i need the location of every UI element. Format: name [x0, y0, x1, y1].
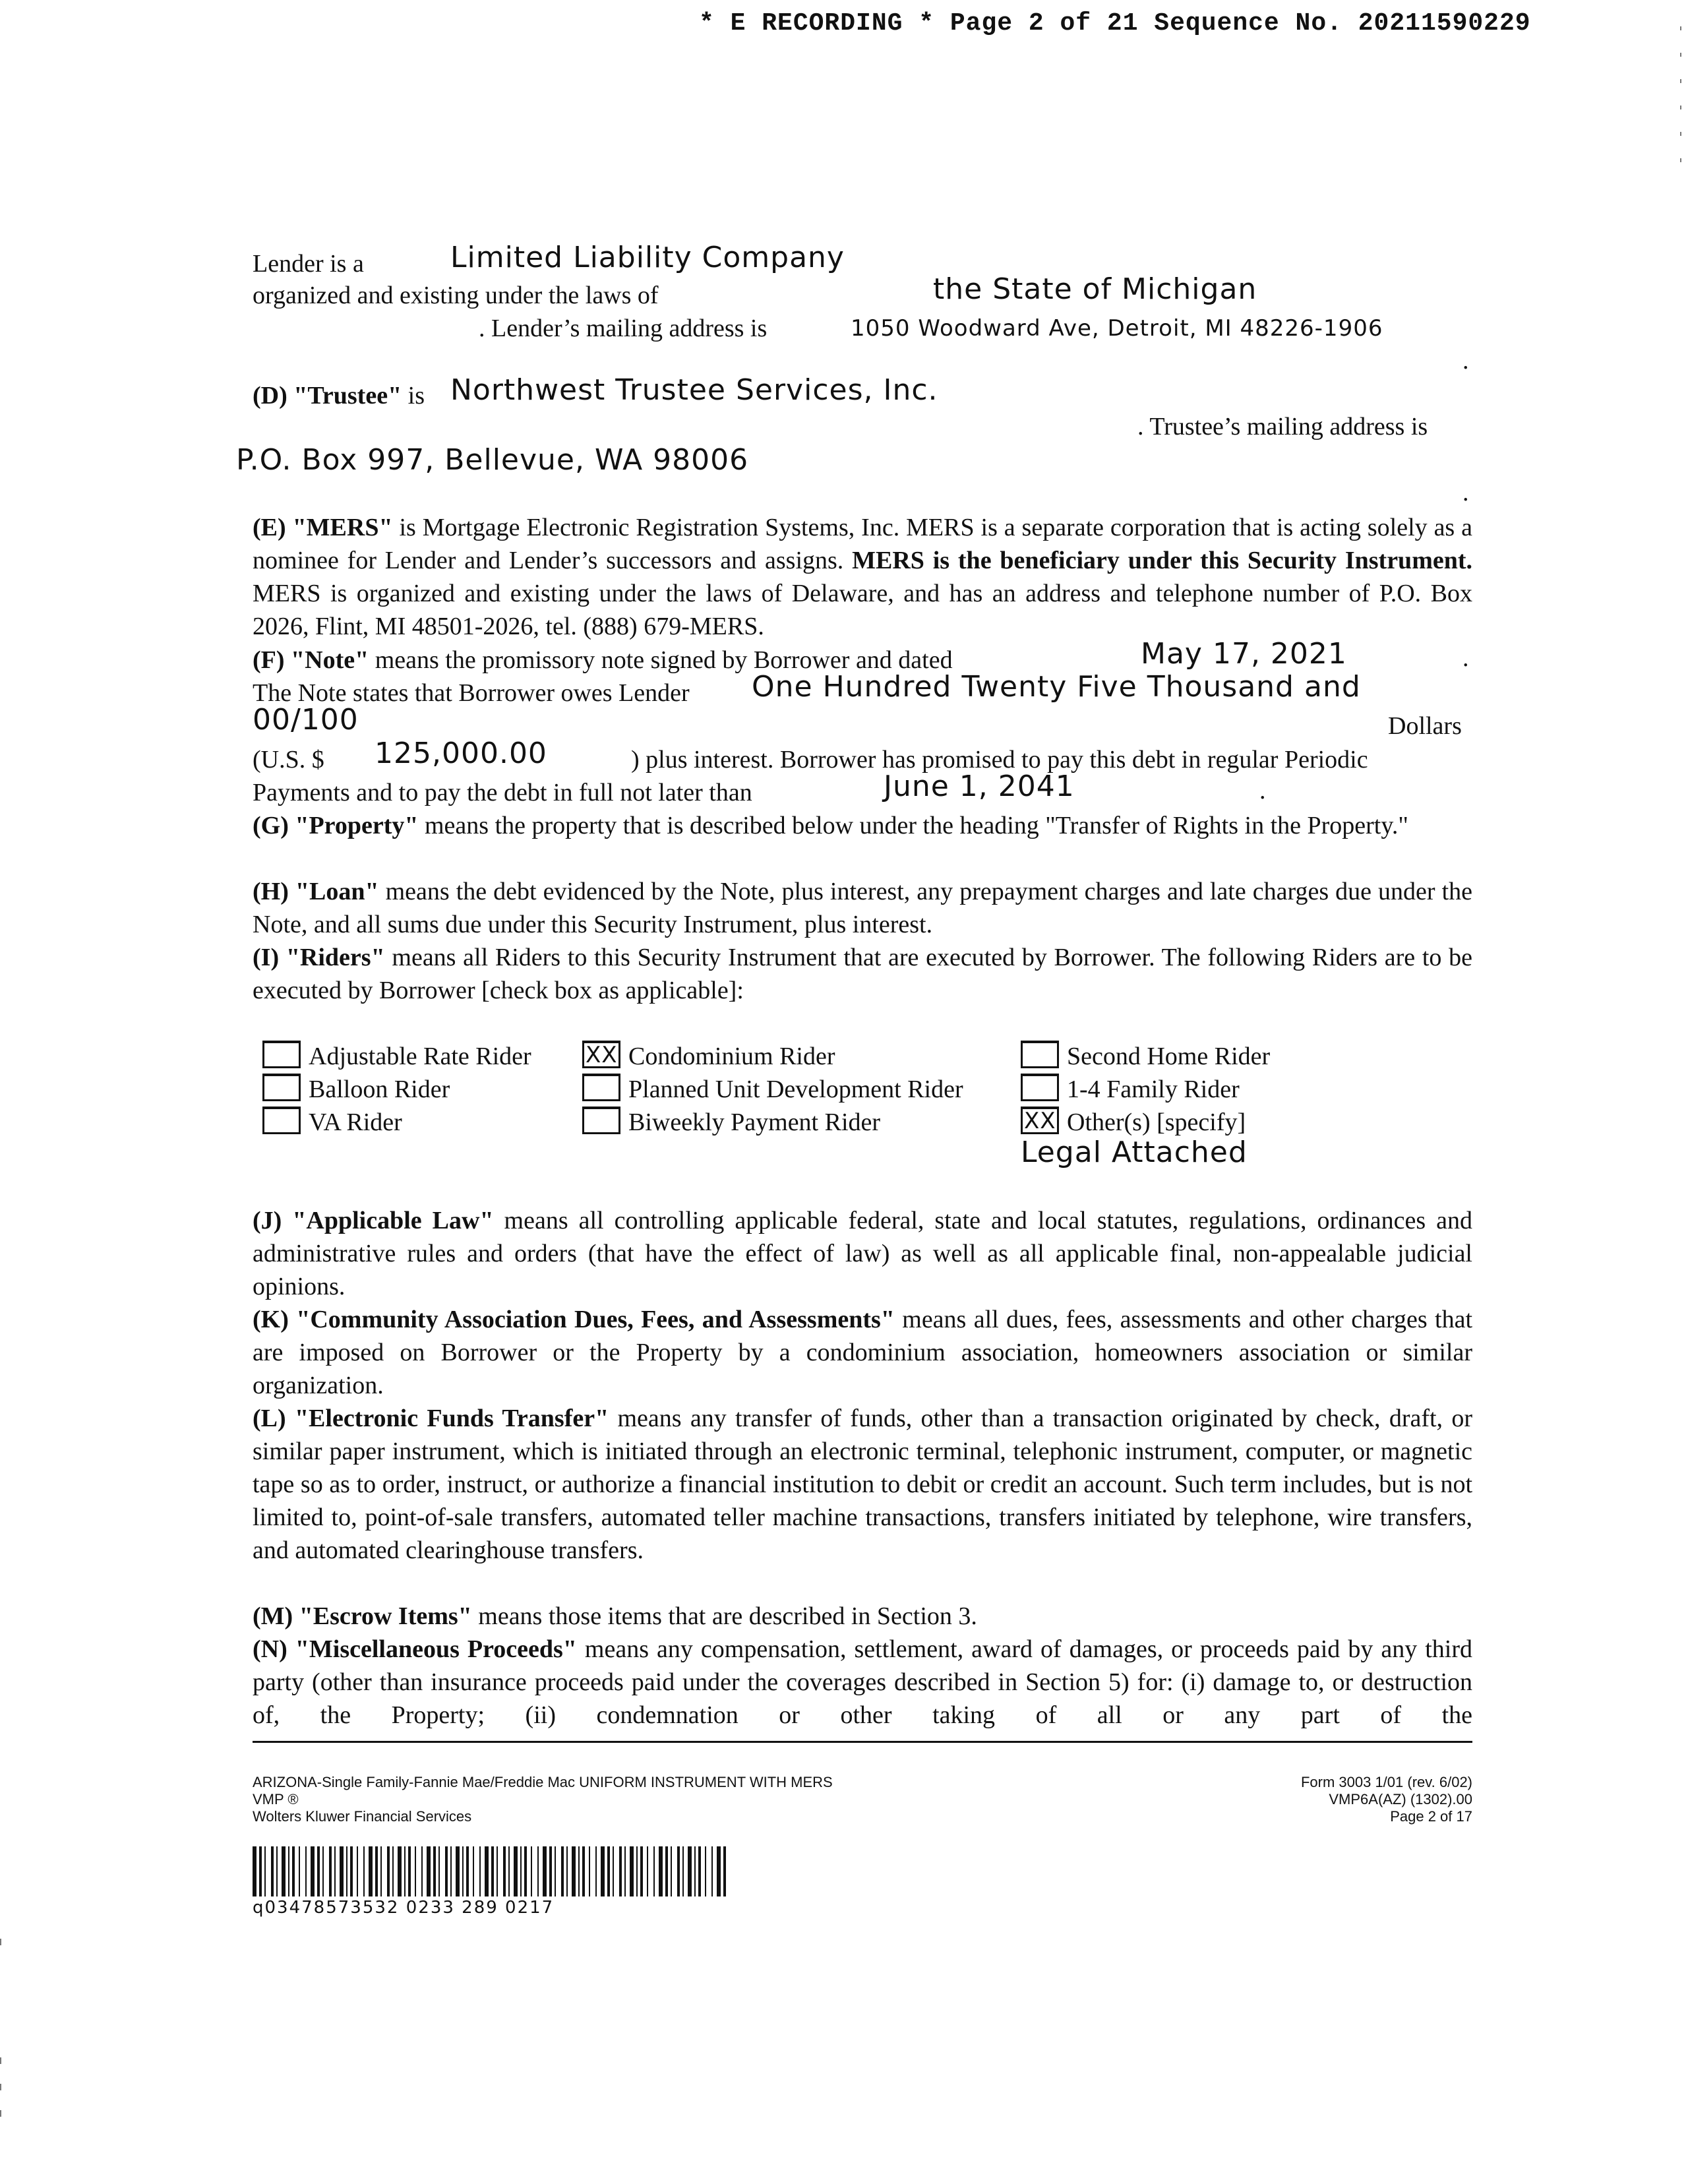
applicable-law-text: means all controlling applicable federal, state and local statutes, regulations, ordinances and administrative rules and orders (that have the effect of law) as well as all applicable final, non-appealable judicial opinions.	[253, 1207, 1473, 1300]
rider-checkbox[interactable]: XX	[582, 1041, 620, 1068]
rider-checkbox[interactable]	[582, 1107, 620, 1134]
rider-label: Adjustable Rate Rider	[309, 1043, 531, 1070]
barcode-bar	[630, 1846, 634, 1896]
escrow-term: "Escrow Items"	[299, 1602, 472, 1630]
footer-publisher: Wolters Kluwer Financial Services	[253, 1808, 472, 1825]
rider-other-specify: Legal Attached	[1021, 1136, 1248, 1169]
barcode-bar	[601, 1846, 605, 1896]
barcode-bar	[322, 1846, 324, 1896]
barcode-bar	[292, 1846, 295, 1896]
barcode-bar	[427, 1846, 431, 1896]
footer-left	[253, 1774, 833, 1825]
barcode-bar	[311, 1846, 315, 1896]
loan-letter: (H)	[253, 878, 289, 905]
lender-laws-label: organized and existing under the laws of	[253, 282, 659, 309]
rider-label: Balloon Rider	[309, 1076, 450, 1103]
barcode-bar	[363, 1846, 365, 1896]
lender-line-1	[253, 247, 364, 280]
barcode-bar	[572, 1846, 576, 1896]
period-mark: .	[1462, 479, 1469, 506]
rider-va[interactable]	[262, 1107, 402, 1139]
community-term: "Community Association Dues, Fees, and Assessments"	[296, 1306, 895, 1333]
trustee-line	[253, 379, 425, 412]
barcode-bar	[357, 1846, 358, 1896]
barcode-bar	[503, 1846, 506, 1896]
barcode-bar	[561, 1846, 564, 1896]
property-term: "Property"	[295, 812, 419, 839]
applicable-law-term: "Applicable Law"	[292, 1207, 494, 1234]
scan-mark	[1680, 132, 1681, 136]
rider-checkbox[interactable]	[262, 1041, 301, 1068]
barcode-bar	[392, 1846, 394, 1896]
barcode-bar	[653, 1846, 655, 1896]
note-text-4: Payments and to pay the debt in full not later than	[253, 779, 752, 806]
barcode-bar	[582, 1846, 585, 1896]
barcode-bar	[636, 1846, 638, 1896]
barcode-bar	[479, 1846, 481, 1896]
lender-label: Lender is a	[253, 250, 364, 278]
rider-checkbox[interactable]	[262, 1107, 301, 1134]
rider-checkbox[interactable]	[262, 1074, 301, 1101]
barcode-bar	[445, 1846, 448, 1896]
barcode-bar	[589, 1846, 590, 1896]
barcode-image	[253, 1846, 727, 1896]
rider-label: Condominium Rider	[628, 1043, 835, 1070]
scan-mark	[0, 2110, 1, 2117]
footer-form-number: Form 3003 1/01 (rev. 6/02)	[1300, 1774, 1472, 1790]
barcode-bar	[369, 1846, 373, 1896]
eft-term: "Electronic Funds Transfer"	[294, 1405, 609, 1432]
note-dollars: Dollars	[1388, 712, 1462, 740]
loan-text: means the debt evidenced by the Note, plus interest, any prepayment charges and late charges due under the Note, and all sums due under this Security Instrument, plus interest.	[253, 878, 1472, 938]
mers-term: "MERS"	[292, 514, 393, 541]
barcode-bar	[387, 1846, 390, 1896]
rider-second-home[interactable]	[1021, 1041, 1270, 1074]
rider-checkbox[interactable]	[1021, 1041, 1059, 1068]
trustee-address: P.O. Box 997, Bellevue, WA 98006	[236, 443, 749, 477]
mers-text-2: MERS is organized and existing under the laws of Delaware, and has an address and telephone number of P.O. Box 2026, Flint, MI 48501-2026, tel. (888) 679-MERS.	[253, 580, 1472, 640]
barcode-bar	[619, 1846, 622, 1896]
barcode-bar	[253, 1846, 256, 1896]
barcode-bar	[682, 1846, 684, 1896]
barcode-bar	[491, 1846, 494, 1896]
recording-header: * E RECORDING * Page 2 of 21 Sequence No. 20211590229	[699, 9, 1531, 38]
note-term: "Note"	[291, 646, 369, 674]
footer-form-title: ARIZONA-Single Family-Fannie Mae/Freddie Mac UNIFORM INSTRUMENT WITH MERS	[253, 1774, 833, 1790]
trustee-letter: (D)	[253, 382, 287, 410]
rider-1-4-family[interactable]	[1021, 1074, 1240, 1107]
barcode-bar	[705, 1846, 706, 1896]
riders-text: means all Riders to this Security Instrument that are executed by Borrower. The following Riders are to be executed by Borrower [check box as applicable]:	[253, 944, 1473, 1004]
mers-paragraph	[253, 511, 1472, 643]
riders-term: "Riders"	[286, 944, 385, 971]
rider-label: Biweekly Payment Rider	[628, 1108, 881, 1136]
misc-text: means any compensation, settlement, award of damages, or proceeds paid by any third party (other than insurance proceeds paid under the coverages described in Section 5) for: (i) damage to, or destruction of, the Property; (ii) condemnation or other taking of all or any part of the	[253, 1635, 1472, 1729]
property-paragraph	[253, 809, 1472, 842]
note-us-label: (U.S. $	[253, 746, 324, 774]
mers-bold: MERS is the beneficiary under this Security Instrument.	[852, 547, 1473, 574]
barcode-bar	[497, 1846, 498, 1896]
rider-adjustable-rate[interactable]	[262, 1041, 531, 1074]
note-amount-words-1: One Hundred Twenty Five Thousand and	[752, 670, 1361, 704]
barcode-bar	[624, 1846, 626, 1896]
barcode-bar	[462, 1846, 464, 1896]
barcode-bar	[350, 1846, 353, 1896]
community-paragraph	[253, 1303, 1472, 1402]
barcode-bar	[375, 1846, 378, 1896]
note-maturity: June 1, 2041	[884, 770, 1075, 803]
loan-paragraph	[253, 875, 1472, 941]
barcode-bar	[398, 1846, 402, 1896]
footer-vmp: VMP ®	[253, 1791, 299, 1807]
escrow-text: means those items that are described in Section 3.	[471, 1602, 977, 1630]
barcode-bar	[531, 1846, 532, 1896]
barcode-bar	[380, 1846, 382, 1896]
rider-condominium[interactable]	[582, 1041, 835, 1074]
barcode-bar	[408, 1846, 411, 1896]
barcode-bar	[421, 1846, 423, 1896]
barcode-bar	[438, 1846, 440, 1896]
barcode-bar	[723, 1846, 726, 1896]
barcode-bar	[259, 1846, 262, 1896]
barcode-bar	[640, 1846, 643, 1896]
note-amount-words-2: 00/100	[253, 703, 359, 737]
rider-biweekly-payment[interactable]	[582, 1107, 880, 1139]
applicable-law-paragraph	[253, 1204, 1472, 1303]
scan-mark	[1680, 106, 1681, 109]
barcode-bar	[566, 1846, 568, 1896]
barcode-bar	[665, 1846, 668, 1896]
period-mark: .	[1462, 347, 1469, 375]
period-mark: .	[1462, 644, 1469, 672]
barcode-bar	[329, 1846, 332, 1896]
barcode-bar	[456, 1846, 460, 1896]
trustee-is: is	[407, 382, 425, 410]
barcode-bar	[677, 1846, 680, 1896]
note-text-1: means the promissory note signed by Borrower and dated	[375, 646, 953, 674]
rider-label: Second Home Rider	[1067, 1043, 1271, 1070]
trustee-address-label: . Trustee’s mailing address is	[1137, 413, 1428, 440]
rider-label: VA Rider	[309, 1108, 402, 1136]
property-text: means the property that is described below under the heading "Transfer of Rights in the Property."	[418, 812, 1408, 839]
rider-checkbox[interactable]	[582, 1074, 620, 1101]
mers-text-1: is Mortgage Electronic Registration Systems, Inc. MERS is a separate corporation that is acting solely as a nominee for Lender and Lender’s successors and assigns.	[253, 514, 1472, 574]
barcode-bar	[711, 1846, 713, 1896]
scan-mark	[0, 1939, 1, 1945]
barcode-bar	[288, 1846, 289, 1896]
riders-paragraph	[253, 941, 1472, 1007]
barcode-bar	[520, 1846, 522, 1896]
escrow-paragraph	[253, 1600, 1472, 1633]
note-date: May 17, 2021	[1141, 637, 1347, 671]
barcode-bar	[694, 1846, 696, 1896]
barcode-bar	[549, 1846, 552, 1896]
property-letter: (G)	[253, 812, 289, 839]
trustee-name: Northwest Trustee Services, Inc.	[450, 373, 938, 407]
barcode-bar	[613, 1846, 614, 1896]
barcode-bar	[415, 1846, 416, 1896]
misc-term: "Miscellaneous Proceeds"	[295, 1635, 577, 1663]
barcode-text: q03478573532 0233 289 0217	[253, 1898, 555, 1918]
barcode-bar	[671, 1846, 672, 1896]
eft-text: means any transfer of funds, other than a transaction originated by check, draft, or similar paper instrument, which is initiated through an electronic terminal, telephonic instrument, computer, or magnetic tape so as to order, instruct, or authorize a financial institution to debit or credit an account. Such term includes, but is not limited to, point-of-sale transfers, automated teller machine transactions, transfers initiated by telephone, wire transfers, and automated clearinghouse transfers.	[253, 1405, 1473, 1564]
barcode-bar	[433, 1846, 436, 1896]
loan-term: "Loan"	[295, 878, 379, 905]
scan-mark	[1680, 26, 1681, 30]
footer-rule	[253, 1741, 1472, 1743]
barcode-bar	[264, 1846, 266, 1896]
barcode-bar	[271, 1846, 274, 1896]
barcode-bar	[346, 1846, 347, 1896]
misc-proceeds-paragraph	[253, 1633, 1472, 1732]
note-text-2: The Note states that Borrower owes Lender	[253, 679, 690, 707]
footer-page-number: Page 2 of 17	[1390, 1808, 1472, 1825]
riders-letter: (I)	[253, 944, 280, 971]
footer-right	[1143, 1774, 1472, 1825]
rider-others[interactable]	[1021, 1107, 1246, 1139]
barcode-bar	[450, 1846, 452, 1896]
trustee-term: "Trustee"	[293, 382, 402, 410]
note-amount: 125,000.00	[375, 737, 547, 770]
barcode-bar	[514, 1846, 518, 1896]
barcode-bar	[524, 1846, 527, 1896]
note-text-3: ) plus interest. Borrower has promised to pay this debt in regular Periodic	[631, 746, 1368, 774]
barcode-bar	[276, 1846, 278, 1896]
barcode-bar	[659, 1846, 663, 1896]
scan-mark	[1680, 53, 1681, 57]
period-mark: .	[1259, 777, 1266, 804]
barcode-bar	[404, 1846, 406, 1896]
barcode-bar	[688, 1846, 692, 1896]
footer-vmp-code: VMP6A(AZ) (1302).00	[1329, 1791, 1472, 1807]
rider-label: Other(s) [specify]	[1067, 1108, 1246, 1136]
misc-letter: (N)	[253, 1635, 287, 1663]
barcode-bar	[607, 1846, 610, 1896]
eft-paragraph	[253, 1402, 1472, 1567]
scan-mark	[0, 2057, 1, 2064]
mers-letter: (E)	[253, 514, 286, 541]
barcode-bar	[334, 1846, 336, 1896]
lender-state: the State of Michigan	[933, 272, 1257, 306]
barcode-bar	[299, 1846, 300, 1896]
barcode-bar	[485, 1846, 489, 1896]
barcode-bar	[282, 1846, 286, 1896]
scan-mark	[1680, 79, 1681, 83]
community-letter: (K)	[253, 1306, 289, 1333]
lender-address: 1050 Woodward Ave, Detroit, MI 48226-1906	[851, 315, 1383, 342]
barcode-bar	[473, 1846, 474, 1896]
barcode-bar	[647, 1846, 648, 1896]
barcode-bar	[340, 1846, 344, 1896]
barcode-bar	[698, 1846, 701, 1896]
community-text: means all dues, fees, assessments and other charges that are imposed on Borrower or the Property by a condominium association, homeowners association or similar organization.	[253, 1306, 1473, 1399]
note-letter: (F)	[253, 646, 285, 674]
escrow-letter: (M)	[253, 1602, 293, 1630]
rider-checkbox[interactable]	[1021, 1074, 1059, 1101]
barcode-bar	[305, 1846, 307, 1896]
barcode-bar	[578, 1846, 580, 1896]
rider-balloon[interactable]	[262, 1074, 450, 1107]
barcode-bar	[543, 1846, 547, 1896]
barcode-bar	[717, 1846, 721, 1896]
barcode-bar	[466, 1846, 469, 1896]
rider-planned-unit-development[interactable]	[582, 1074, 963, 1107]
applicable-law-letter: (J)	[253, 1207, 282, 1234]
barcode-bar	[555, 1846, 556, 1896]
barcode-bar	[317, 1846, 320, 1896]
rider-label: 1-4 Family Rider	[1067, 1076, 1240, 1103]
scan-mark	[0, 2084, 1, 2090]
eft-letter: (L)	[253, 1405, 286, 1432]
rider-label: Planned Unit Development Rider	[628, 1076, 963, 1103]
rider-checkbox[interactable]: XX	[1021, 1107, 1059, 1134]
barcode-bar	[537, 1846, 539, 1896]
barcode-bar	[595, 1846, 597, 1896]
lender-address-label: . Lender’s mailing address is	[479, 315, 768, 342]
lender-entity-type: Limited Liability Company	[450, 241, 845, 274]
barcode-bar	[508, 1846, 510, 1896]
scan-mark	[1680, 158, 1681, 162]
